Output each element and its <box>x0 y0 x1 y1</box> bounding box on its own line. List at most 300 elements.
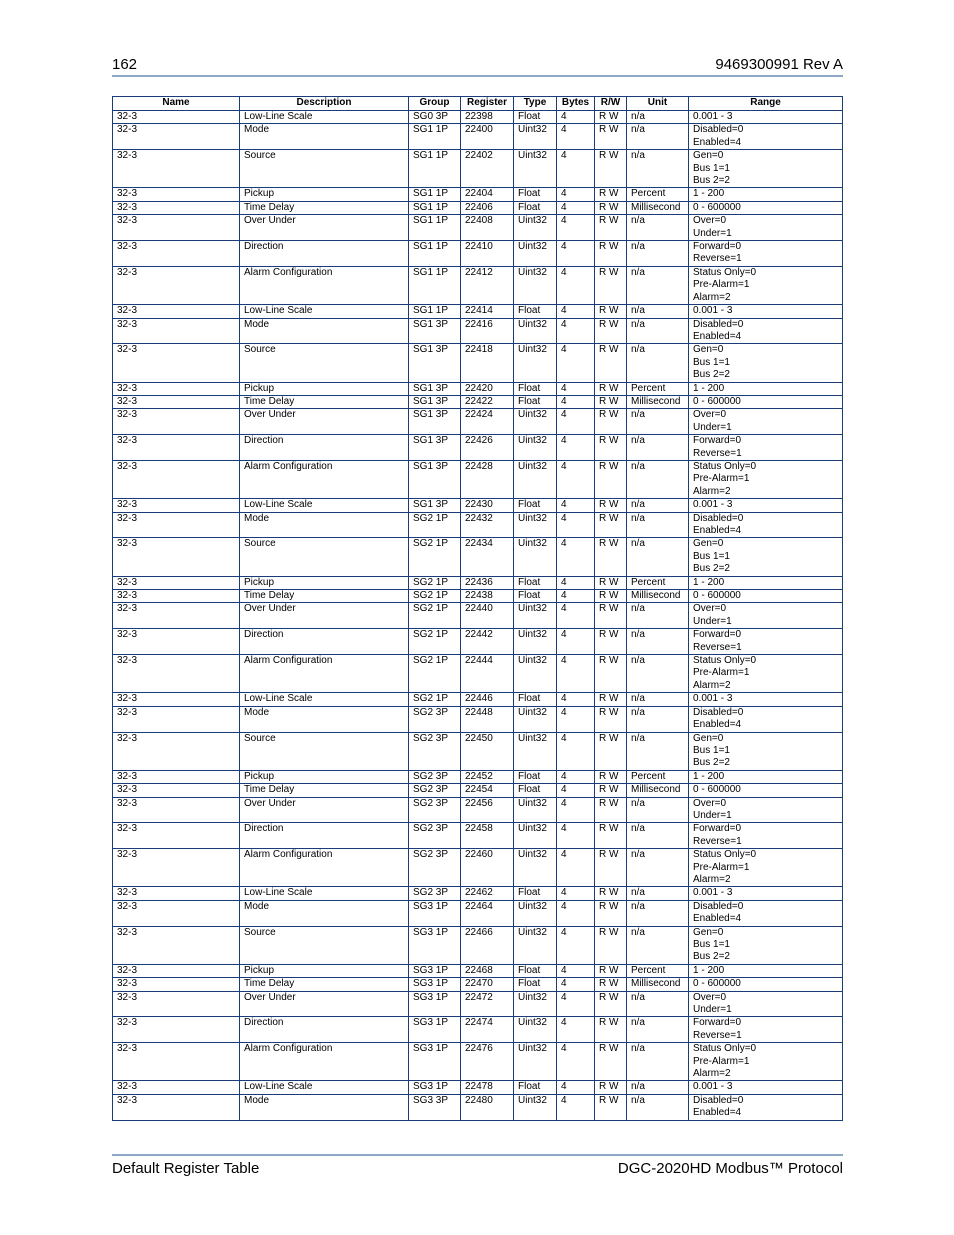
cell-range: Gen=0 Bus 1=1 Bus 2=2 <box>689 926 843 964</box>
cell-description: Time Delay <box>240 978 409 991</box>
table-row <box>113 887 843 900</box>
cell-rw: R W <box>595 318 627 344</box>
cell-bytes: 4 <box>557 409 595 435</box>
table-header-row <box>113 97 843 111</box>
page-header <box>112 54 843 76</box>
cell-rw: R W <box>595 111 627 124</box>
cell-group: SG3 1P <box>409 900 461 926</box>
cell-description: Over Under <box>240 603 409 629</box>
cell-rw: R W <box>595 435 627 461</box>
cell-bytes: 4 <box>557 435 595 461</box>
cell-bytes: 4 <box>557 732 595 770</box>
cell-name: 32-3 <box>113 978 240 991</box>
cell-unit: Percent <box>627 964 689 977</box>
cell-unit: n/a <box>627 693 689 706</box>
cell-name: 32-3 <box>113 241 240 267</box>
cell-bytes: 4 <box>557 823 595 849</box>
table-row <box>113 655 843 693</box>
cell-group: SG2 3P <box>409 823 461 849</box>
cell-type: Uint32 <box>514 266 557 304</box>
cell-type: Float <box>514 201 557 214</box>
cell-type: Float <box>514 964 557 977</box>
cell-description: Pickup <box>240 382 409 395</box>
cell-group: SG3 1P <box>409 1043 461 1081</box>
cell-unit: n/a <box>627 900 689 926</box>
cell-name: 32-3 <box>113 590 240 603</box>
document-number: 9469300991 Rev A <box>715 56 843 73</box>
table-row <box>113 1081 843 1094</box>
table-row <box>113 318 843 344</box>
cell-group: SG1 1P <box>409 215 461 241</box>
cell-description: Over Under <box>240 797 409 823</box>
cell-description: Mode <box>240 124 409 150</box>
cell-register: 22434 <box>461 538 514 576</box>
cell-name: 32-3 <box>113 188 240 201</box>
cell-register: 22468 <box>461 964 514 977</box>
cell-unit: n/a <box>627 823 689 849</box>
cell-description: Direction <box>240 435 409 461</box>
cell-rw: R W <box>595 382 627 395</box>
cell-type: Uint32 <box>514 435 557 461</box>
cell-unit: n/a <box>627 706 689 732</box>
cell-type: Uint32 <box>514 603 557 629</box>
cell-register: 22412 <box>461 266 514 304</box>
cell-name: 32-3 <box>113 124 240 150</box>
table-row <box>113 215 843 241</box>
cell-unit: n/a <box>627 797 689 823</box>
cell-description: Low-Line Scale <box>240 499 409 512</box>
cell-bytes: 4 <box>557 693 595 706</box>
cell-description: Alarm Configuration <box>240 849 409 887</box>
cell-rw: R W <box>595 849 627 887</box>
cell-rw: R W <box>595 538 627 576</box>
cell-description: Pickup <box>240 188 409 201</box>
cell-type: Uint32 <box>514 797 557 823</box>
cell-name: 32-3 <box>113 887 240 900</box>
cell-unit: Percent <box>627 770 689 783</box>
cell-type: Uint32 <box>514 900 557 926</box>
cell-name: 32-3 <box>113 629 240 655</box>
cell-bytes: 4 <box>557 706 595 732</box>
cell-group: SG1 1P <box>409 201 461 214</box>
cell-range: Disabled=0 Enabled=4 <box>689 318 843 344</box>
cell-name: 32-3 <box>113 1017 240 1043</box>
cell-name: 32-3 <box>113 318 240 344</box>
cell-range: Status Only=0 Pre-Alarm=1 Alarm=2 <box>689 849 843 887</box>
table-row <box>113 770 843 783</box>
page-number: 162 <box>112 56 138 73</box>
cell-range: 0.001 - 3 <box>689 305 843 318</box>
cell-type: Uint32 <box>514 512 557 538</box>
table-row <box>113 409 843 435</box>
cell-range: Forward=0 Reverse=1 <box>689 241 843 267</box>
cell-description: Low-Line Scale <box>240 693 409 706</box>
cell-range: Over=0 Under=1 <box>689 409 843 435</box>
cell-rw: R W <box>595 460 627 498</box>
cell-register: 22426 <box>461 435 514 461</box>
cell-register: 22436 <box>461 576 514 589</box>
cell-bytes: 4 <box>557 576 595 589</box>
column-header-bytes: Bytes <box>557 97 595 111</box>
cell-bytes: 4 <box>557 241 595 267</box>
cell-description: Alarm Configuration <box>240 266 409 304</box>
table-row <box>113 435 843 461</box>
cell-bytes: 4 <box>557 499 595 512</box>
table-row <box>113 823 843 849</box>
table-row <box>113 395 843 408</box>
cell-unit: n/a <box>627 241 689 267</box>
column-header-name: Name <box>113 97 240 111</box>
table-row <box>113 991 843 1017</box>
cell-name: 32-3 <box>113 706 240 732</box>
cell-unit: n/a <box>627 887 689 900</box>
table-row <box>113 693 843 706</box>
cell-description: Mode <box>240 512 409 538</box>
cell-register: 22428 <box>461 460 514 498</box>
cell-range: Gen=0 Bus 1=1 Bus 2=2 <box>689 150 843 188</box>
table-row <box>113 629 843 655</box>
cell-register: 22464 <box>461 900 514 926</box>
cell-description: Time Delay <box>240 784 409 797</box>
cell-register: 22440 <box>461 603 514 629</box>
cell-rw: R W <box>595 978 627 991</box>
cell-register: 22458 <box>461 823 514 849</box>
cell-type: Float <box>514 887 557 900</box>
cell-register: 22466 <box>461 926 514 964</box>
cell-group: SG0 3P <box>409 111 461 124</box>
cell-group: SG2 3P <box>409 770 461 783</box>
column-header-type: Type <box>514 97 557 111</box>
cell-register: 22408 <box>461 215 514 241</box>
cell-range: 0 - 600000 <box>689 978 843 991</box>
cell-type: Float <box>514 305 557 318</box>
cell-rw: R W <box>595 770 627 783</box>
table-row <box>113 706 843 732</box>
cell-unit: n/a <box>627 409 689 435</box>
table-row <box>113 201 843 214</box>
cell-group: SG2 1P <box>409 693 461 706</box>
cell-unit: Percent <box>627 576 689 589</box>
cell-bytes: 4 <box>557 201 595 214</box>
cell-description: Time Delay <box>240 590 409 603</box>
cell-bytes: 4 <box>557 603 595 629</box>
cell-type: Float <box>514 188 557 201</box>
cell-type: Float <box>514 590 557 603</box>
cell-bytes: 4 <box>557 964 595 977</box>
cell-bytes: 4 <box>557 655 595 693</box>
cell-name: 32-3 <box>113 823 240 849</box>
cell-unit: n/a <box>627 849 689 887</box>
cell-bytes: 4 <box>557 512 595 538</box>
cell-bytes: 4 <box>557 1043 595 1081</box>
cell-name: 32-3 <box>113 655 240 693</box>
cell-register: 22418 <box>461 344 514 382</box>
cell-unit: Percent <box>627 188 689 201</box>
cell-unit: Millisecond <box>627 978 689 991</box>
cell-register: 22450 <box>461 732 514 770</box>
cell-group: SG3 1P <box>409 926 461 964</box>
cell-bytes: 4 <box>557 344 595 382</box>
cell-unit: n/a <box>627 435 689 461</box>
cell-register: 22424 <box>461 409 514 435</box>
cell-rw: R W <box>595 1017 627 1043</box>
cell-range: 0 - 600000 <box>689 590 843 603</box>
table-row <box>113 124 843 150</box>
cell-bytes: 4 <box>557 926 595 964</box>
cell-rw: R W <box>595 706 627 732</box>
cell-description: Source <box>240 732 409 770</box>
cell-unit: n/a <box>627 111 689 124</box>
cell-range: Gen=0 Bus 1=1 Bus 2=2 <box>689 732 843 770</box>
cell-rw: R W <box>595 124 627 150</box>
cell-name: 32-3 <box>113 1094 240 1120</box>
cell-range: 0.001 - 3 <box>689 887 843 900</box>
cell-register: 22442 <box>461 629 514 655</box>
cell-group: SG1 1P <box>409 305 461 318</box>
table-row <box>113 241 843 267</box>
cell-bytes: 4 <box>557 770 595 783</box>
cell-group: SG3 1P <box>409 978 461 991</box>
cell-bytes: 4 <box>557 124 595 150</box>
cell-name: 32-3 <box>113 305 240 318</box>
cell-group: SG1 1P <box>409 266 461 304</box>
cell-range: Forward=0 Reverse=1 <box>689 823 843 849</box>
cell-type: Uint32 <box>514 409 557 435</box>
cell-name: 32-3 <box>113 150 240 188</box>
cell-unit: n/a <box>627 991 689 1017</box>
cell-description: Source <box>240 150 409 188</box>
cell-group: SG2 3P <box>409 849 461 887</box>
table-row <box>113 900 843 926</box>
cell-description: Over Under <box>240 215 409 241</box>
cell-description: Direction <box>240 1017 409 1043</box>
cell-register: 22472 <box>461 991 514 1017</box>
column-header-description: Description <box>240 97 409 111</box>
cell-description: Mode <box>240 706 409 732</box>
table-row <box>113 111 843 124</box>
cell-group: SG2 1P <box>409 655 461 693</box>
cell-register: 22476 <box>461 1043 514 1081</box>
cell-range: 0 - 600000 <box>689 201 843 214</box>
cell-name: 32-3 <box>113 460 240 498</box>
column-header-unit: Unit <box>627 97 689 111</box>
cell-register: 22432 <box>461 512 514 538</box>
column-header-register: Register <box>461 97 514 111</box>
cell-unit: n/a <box>627 732 689 770</box>
cell-register: 22438 <box>461 590 514 603</box>
cell-group: SG1 3P <box>409 318 461 344</box>
table-row <box>113 849 843 887</box>
cell-description: Mode <box>240 1094 409 1120</box>
cell-group: SG2 3P <box>409 706 461 732</box>
cell-group: SG2 1P <box>409 576 461 589</box>
cell-group: SG3 1P <box>409 1017 461 1043</box>
cell-rw: R W <box>595 215 627 241</box>
cell-type: Uint32 <box>514 629 557 655</box>
cell-register: 22400 <box>461 124 514 150</box>
cell-rw: R W <box>595 305 627 318</box>
cell-bytes: 4 <box>557 150 595 188</box>
cell-rw: R W <box>595 344 627 382</box>
cell-register: 22398 <box>461 111 514 124</box>
column-header-group: Group <box>409 97 461 111</box>
cell-type: Uint32 <box>514 706 557 732</box>
cell-type: Uint32 <box>514 538 557 576</box>
cell-rw: R W <box>595 395 627 408</box>
cell-group: SG2 1P <box>409 603 461 629</box>
cell-unit: n/a <box>627 512 689 538</box>
cell-description: Pickup <box>240 964 409 977</box>
cell-range: Over=0 Under=1 <box>689 991 843 1017</box>
register-table <box>112 96 843 1121</box>
cell-type: Float <box>514 382 557 395</box>
cell-type: Float <box>514 693 557 706</box>
cell-bytes: 4 <box>557 318 595 344</box>
cell-group: SG1 3P <box>409 344 461 382</box>
cell-unit: Millisecond <box>627 201 689 214</box>
cell-group: SG1 1P <box>409 188 461 201</box>
cell-name: 32-3 <box>113 538 240 576</box>
cell-unit: n/a <box>627 215 689 241</box>
cell-description: Alarm Configuration <box>240 655 409 693</box>
cell-type: Uint32 <box>514 344 557 382</box>
table-row <box>113 344 843 382</box>
cell-register: 22422 <box>461 395 514 408</box>
cell-type: Uint32 <box>514 241 557 267</box>
cell-unit: n/a <box>627 499 689 512</box>
cell-type: Uint32 <box>514 150 557 188</box>
cell-bytes: 4 <box>557 538 595 576</box>
cell-bytes: 4 <box>557 991 595 1017</box>
cell-unit: n/a <box>627 629 689 655</box>
cell-unit: n/a <box>627 344 689 382</box>
cell-range: Status Only=0 Pre-Alarm=1 Alarm=2 <box>689 1043 843 1081</box>
cell-bytes: 4 <box>557 395 595 408</box>
cell-bytes: 4 <box>557 305 595 318</box>
cell-range: Over=0 Under=1 <box>689 215 843 241</box>
cell-name: 32-3 <box>113 409 240 435</box>
cell-range: Status Only=0 Pre-Alarm=1 Alarm=2 <box>689 266 843 304</box>
cell-range: Gen=0 Bus 1=1 Bus 2=2 <box>689 344 843 382</box>
column-header-rw: R/W <box>595 97 627 111</box>
cell-group: SG3 1P <box>409 1081 461 1094</box>
table-row <box>113 150 843 188</box>
cell-register: 22410 <box>461 241 514 267</box>
cell-rw: R W <box>595 603 627 629</box>
cell-register: 22446 <box>461 693 514 706</box>
table-row <box>113 1094 843 1120</box>
cell-type: Uint32 <box>514 823 557 849</box>
cell-range: Forward=0 Reverse=1 <box>689 629 843 655</box>
cell-group: SG1 3P <box>409 499 461 512</box>
cell-rw: R W <box>595 150 627 188</box>
cell-type: Uint32 <box>514 215 557 241</box>
cell-group: SG1 3P <box>409 395 461 408</box>
cell-name: 32-3 <box>113 784 240 797</box>
table-row <box>113 266 843 304</box>
cell-unit: n/a <box>627 150 689 188</box>
cell-range: 0 - 600000 <box>689 395 843 408</box>
cell-rw: R W <box>595 201 627 214</box>
cell-range: 0.001 - 3 <box>689 1081 843 1094</box>
cell-name: 32-3 <box>113 770 240 783</box>
cell-name: 32-3 <box>113 382 240 395</box>
cell-type: Float <box>514 111 557 124</box>
cell-range: 1 - 200 <box>689 770 843 783</box>
cell-register: 22454 <box>461 784 514 797</box>
cell-range: 0.001 - 3 <box>689 499 843 512</box>
cell-register: 22456 <box>461 797 514 823</box>
cell-group: SG1 1P <box>409 124 461 150</box>
cell-description: Pickup <box>240 770 409 783</box>
cell-rw: R W <box>595 964 627 977</box>
cell-register: 22448 <box>461 706 514 732</box>
column-header-range: Range <box>689 97 843 111</box>
cell-range: Disabled=0 Enabled=4 <box>689 900 843 926</box>
cell-bytes: 4 <box>557 1094 595 1120</box>
cell-rw: R W <box>595 409 627 435</box>
cell-register: 22430 <box>461 499 514 512</box>
cell-name: 32-3 <box>113 576 240 589</box>
cell-type: Uint32 <box>514 124 557 150</box>
cell-range: 0 - 600000 <box>689 784 843 797</box>
cell-unit: n/a <box>627 1043 689 1081</box>
cell-description: Alarm Configuration <box>240 460 409 498</box>
cell-type: Uint32 <box>514 1094 557 1120</box>
cell-rw: R W <box>595 266 627 304</box>
cell-name: 32-3 <box>113 1043 240 1081</box>
cell-name: 32-3 <box>113 512 240 538</box>
cell-register: 22402 <box>461 150 514 188</box>
table-row <box>113 460 843 498</box>
cell-name: 32-3 <box>113 111 240 124</box>
table-row <box>113 1017 843 1043</box>
cell-range: Forward=0 Reverse=1 <box>689 1017 843 1043</box>
cell-rw: R W <box>595 499 627 512</box>
cell-rw: R W <box>595 900 627 926</box>
table-row <box>113 978 843 991</box>
cell-type: Float <box>514 784 557 797</box>
cell-register: 22420 <box>461 382 514 395</box>
cell-group: SG2 1P <box>409 590 461 603</box>
cell-description: Over Under <box>240 991 409 1017</box>
cell-register: 22480 <box>461 1094 514 1120</box>
cell-bytes: 4 <box>557 266 595 304</box>
cell-group: SG2 1P <box>409 629 461 655</box>
cell-range: 1 - 200 <box>689 382 843 395</box>
cell-bytes: 4 <box>557 460 595 498</box>
cell-bytes: 4 <box>557 188 595 201</box>
cell-description: Time Delay <box>240 201 409 214</box>
cell-description: Direction <box>240 241 409 267</box>
cell-rw: R W <box>595 797 627 823</box>
cell-name: 32-3 <box>113 693 240 706</box>
cell-description: Low-Line Scale <box>240 111 409 124</box>
cell-group: SG1 3P <box>409 382 461 395</box>
cell-range: Status Only=0 Pre-Alarm=1 Alarm=2 <box>689 460 843 498</box>
cell-type: Uint32 <box>514 732 557 770</box>
cell-bytes: 4 <box>557 1017 595 1043</box>
cell-bytes: 4 <box>557 978 595 991</box>
cell-name: 32-3 <box>113 603 240 629</box>
cell-range: 1 - 200 <box>689 576 843 589</box>
cell-register: 22460 <box>461 849 514 887</box>
cell-rw: R W <box>595 655 627 693</box>
cell-description: Source <box>240 538 409 576</box>
cell-rw: R W <box>595 693 627 706</box>
cell-unit: n/a <box>627 926 689 964</box>
cell-rw: R W <box>595 1094 627 1120</box>
